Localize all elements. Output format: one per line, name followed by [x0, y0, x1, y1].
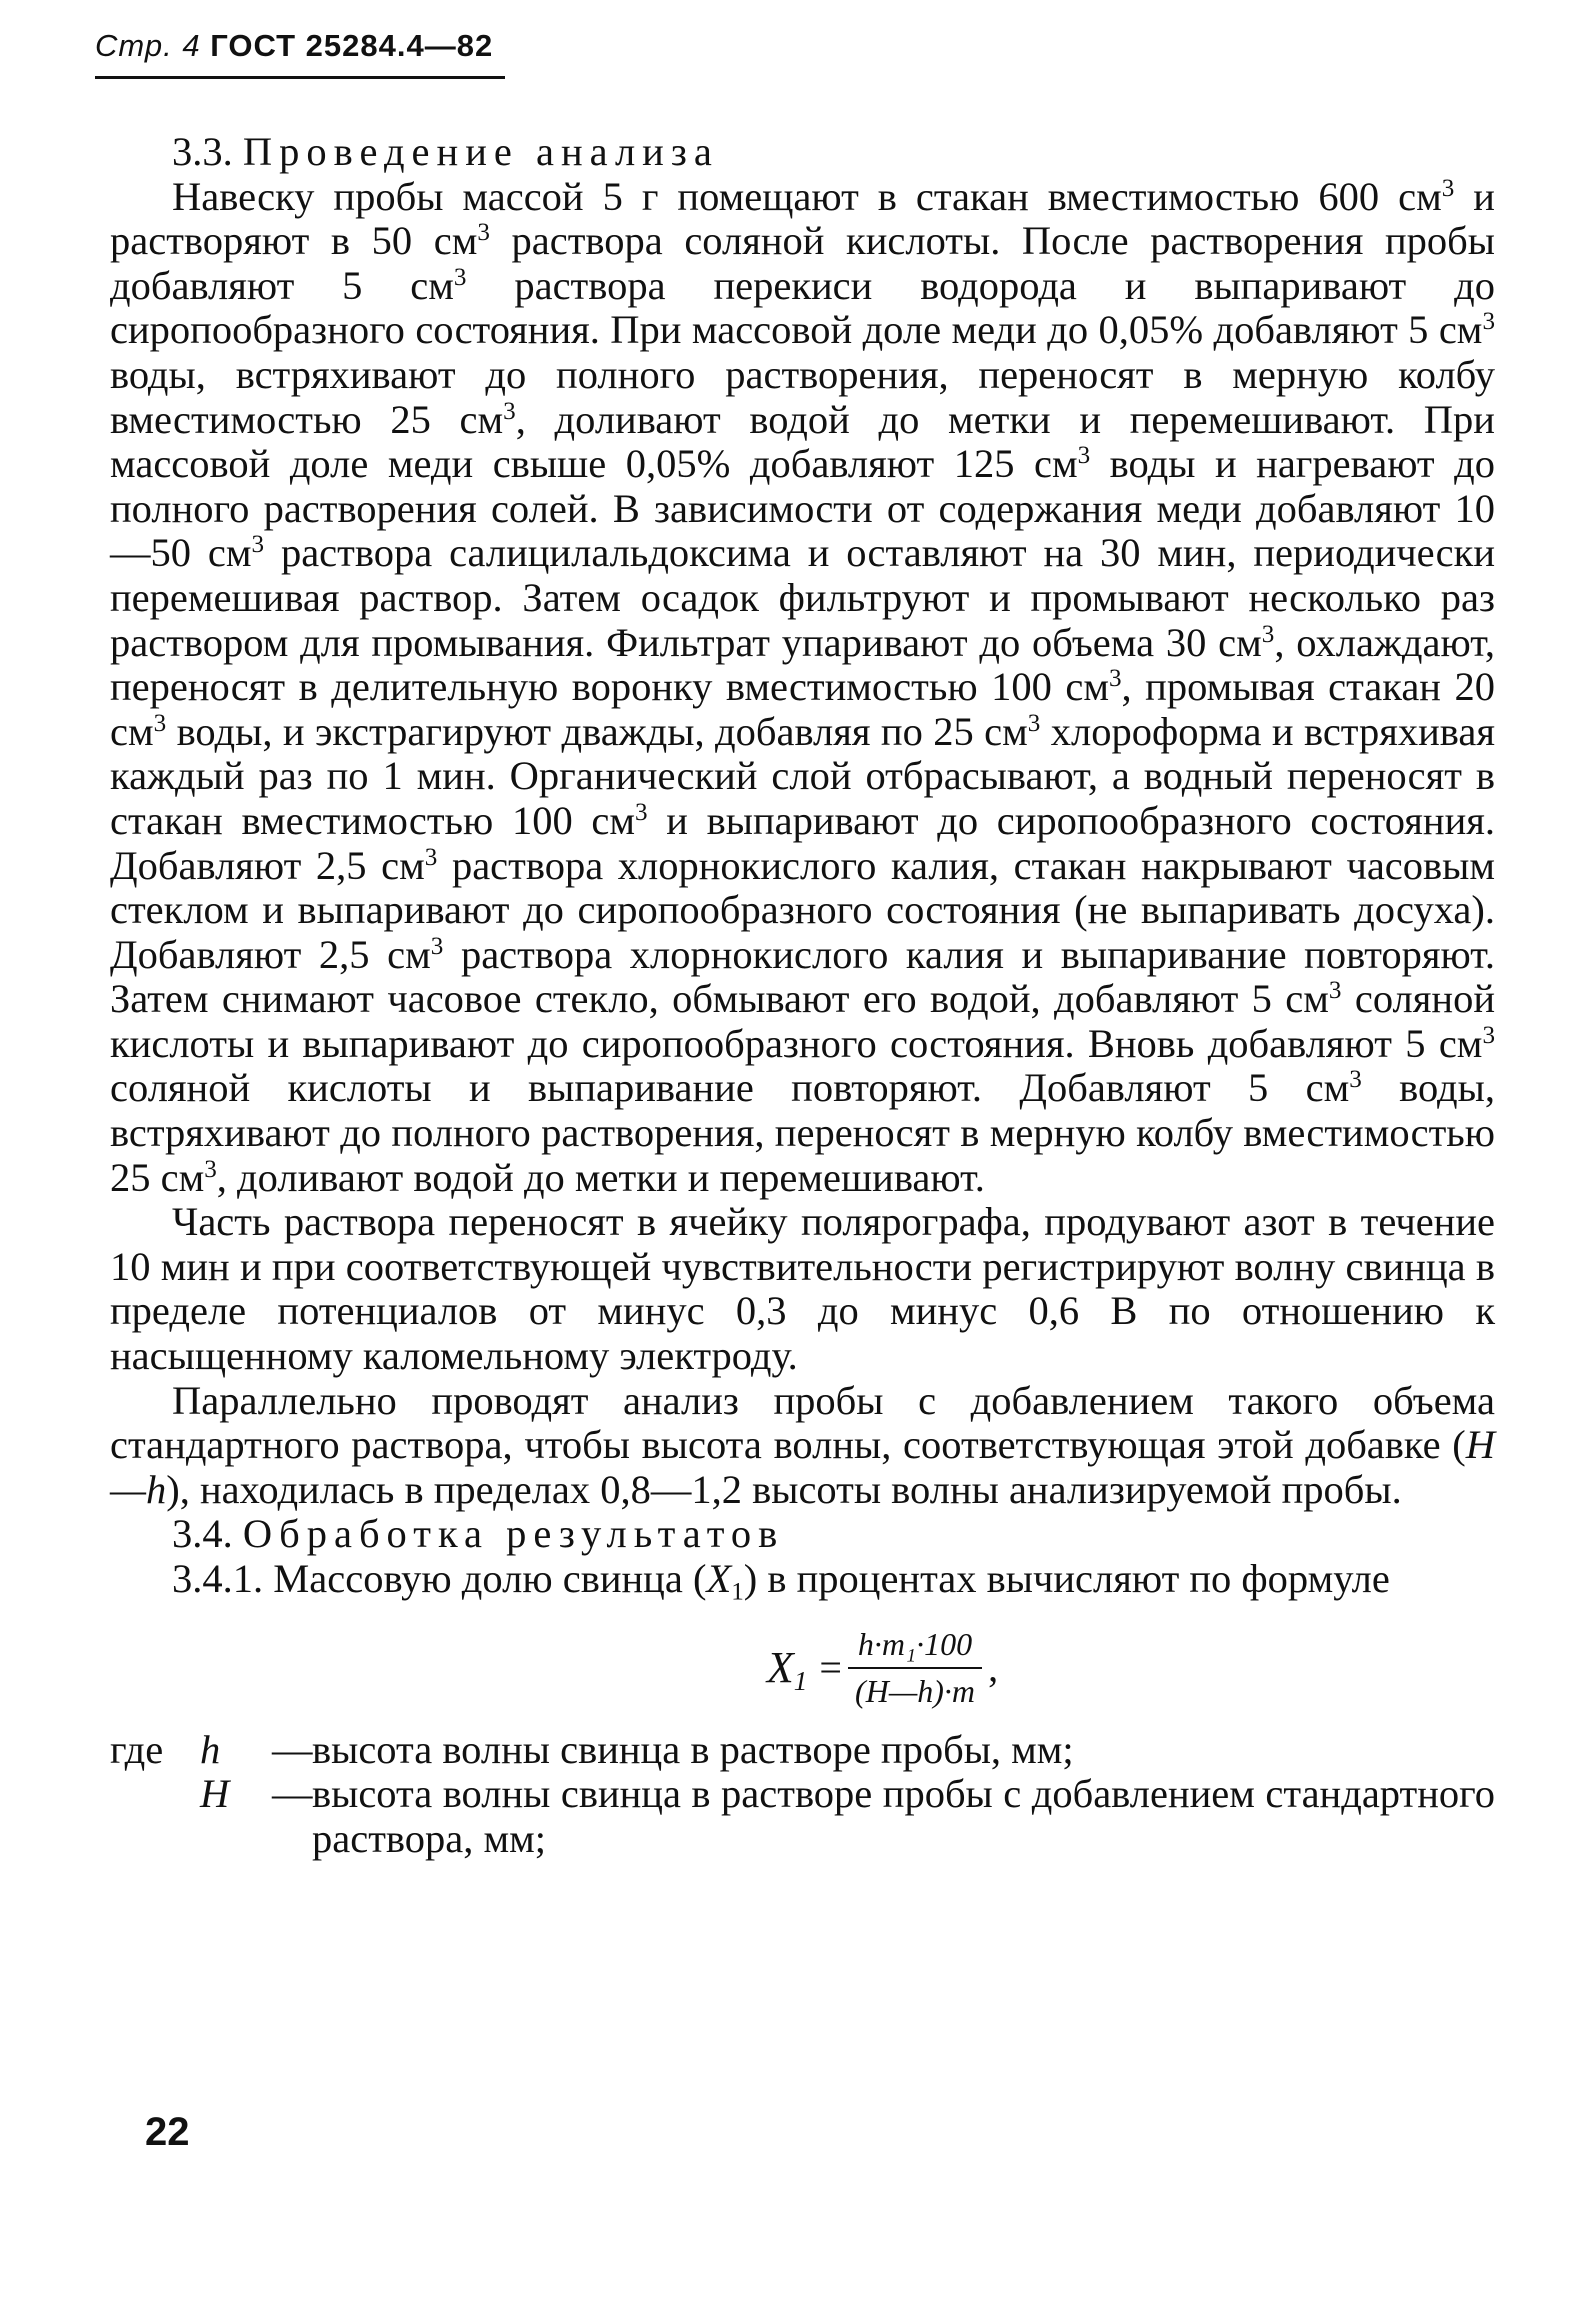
text-run: воды, и экстрагируют дважды, добавляя по 25 см [166, 708, 1028, 754]
text-run: , доливают водой до метки и перемешивают. При массовой доле меди свыше 0,05% добавляют 125 см [110, 396, 1495, 487]
superscript: 3 [1108, 665, 1122, 693]
standard-code: ГОСТ 25284.4—82 [210, 28, 494, 63]
paragraph-parallel-analysis [110, 1379, 1495, 1513]
text-run: раствора хлорнокислого калия и выпаривание повторяют. Затем снимают часовое стекло, обмывают его водой, добавляют 5 см [110, 931, 1495, 1022]
text-run: ) в процентах вычисляют по формуле [743, 1556, 1390, 1601]
paragraph-analysis-procedure [110, 175, 1495, 1201]
superscript: 3 [1441, 174, 1455, 202]
text-run: раствора соляной кислоты. После растворения пробы добавляют 5 см [110, 218, 1495, 308]
superscript: 3 [424, 843, 438, 871]
text-run: соляной кислоты и выпаривают до сиропообразного состояния. Вновь добавляют 5 см [110, 976, 1495, 1066]
text-run: и растворяют в 50 см [110, 173, 1495, 264]
section-number: 3.4. [172, 1511, 233, 1557]
formula-lhs [766, 1642, 808, 1697]
definition-row [110, 1728, 1495, 1773]
text-run: Навеску пробы массой 5 г помещают в стакан вместимостью 600 см [172, 173, 1442, 219]
superscript: 3 [503, 397, 516, 425]
text-run: ), находилась в пределах 0,8—1,2 высоты волны анализируемой пробы. [166, 1466, 1402, 1512]
formula-numerator: h·m₁·100 [848, 1626, 982, 1669]
variable-definitions [110, 1728, 1495, 1862]
page-header [95, 28, 505, 79]
definition-symbol: h [200, 1726, 221, 1772]
math-variable: X [706, 1556, 732, 1601]
superscript: 3 [251, 531, 265, 559]
definition-dash: — [272, 1771, 313, 1817]
formula-equals: = [819, 1645, 842, 1691]
section-heading-3-4 [110, 1512, 1495, 1557]
text-run: , охлаждают, переносят в делительную воронку вместимостью 100 см [110, 619, 1496, 710]
definition-lead [110, 1772, 200, 1861]
formula-subscript: 1 [793, 1666, 808, 1697]
section-title: Обработка результатов [242, 1511, 785, 1557]
superscript: 3 [1482, 1022, 1495, 1050]
superscript: 3 [635, 799, 648, 827]
text-run: соляной кислоты и выпаривание повторяют. Добавляют 5 см [110, 1065, 1350, 1111]
superscript: 3 [477, 219, 490, 247]
paragraph-3-4-1 [110, 1556, 1495, 1606]
text-run: раствора салицилальдоксима и оставляют на 30 мин, периодически перемешивая раствор. Затем осадок фильтруют и промывают несколько раз раствором для промывания. Фильтрат упаривают до объема 30 см [110, 530, 1495, 665]
text-run: воды и нагревают до полного растворения солей. В зависимости от содержания меди добавляют 10—50 см [110, 441, 1495, 576]
superscript: 3 [153, 709, 167, 737]
superscript: 3 [1077, 442, 1091, 470]
formula-variable: X [766, 1643, 794, 1693]
text-run: , доливают водой до метки и перемешивают. [216, 1154, 985, 1200]
page-label: Стр. 4 [95, 28, 201, 63]
formula-trailing-comma: , [988, 1645, 999, 1691]
definition-symbol: H [200, 1771, 230, 1817]
section-heading-3-3 [110, 130, 1495, 175]
text-run: воды, встряхивают до полного растворения, переносят в мерную колбу вместимостью 25 см [110, 1065, 1495, 1200]
formula-fraction [848, 1626, 982, 1710]
paragraph-polarograph: Часть раствора переносят в ячейку полярографа, продувают азот в течение 10 мин и при соответствующей чувствительности регистрируют волну свинца в пределе потенциалов от минус 0,3 до минус 0,6 В по отношению к насыщенному каломельному электроду. [110, 1199, 1495, 1379]
superscript: 3 [1261, 620, 1275, 648]
definition-text: высота волны свинца в растворе пробы с добавлением стандартного раствора, мм; [312, 1771, 1495, 1861]
document-body [110, 130, 1495, 1861]
text-run: раствора хлорнокислого калия, стакан накрывают часовым стеклом и выпаривают до сиропообразного состояния (не выпаривать досуха). Добавляют 2,5 см [110, 842, 1495, 977]
definition-text: высота волны свинца в растворе пробы, мм; [312, 1726, 1074, 1772]
text-run: хлороформа и встряхивая каждый раз по 1 мин. Органический слой отбрасывают, а водный переносят в стакан вместимостью 100 см [110, 708, 1495, 843]
superscript: 3 [1349, 1066, 1362, 1094]
text-run: , промывая стакан 20 см [110, 664, 1495, 754]
text-run: 3.4.1. Массовую долю свинца ( [172, 1556, 707, 1601]
section-number: 3.3. [172, 129, 233, 174]
definition-dash: — [272, 1726, 313, 1772]
text-run: раствора перекиси водорода и выпаривают до сиропообразного состояния. При массовой доле меди до 0,05% добавляют 5 см [110, 262, 1495, 353]
formula-lead-fraction [270, 1626, 1495, 1710]
text-run: воды, встряхивают до полного растворения, переносят в мерную колбу вместимостью 25 см [110, 351, 1495, 442]
definition-row [110, 1772, 1495, 1861]
formula-denominator: (H—h)·m [855, 1672, 976, 1709]
math-variable: H—h [110, 1422, 1495, 1512]
page-number: 22 [145, 2110, 190, 2154]
text-run: Параллельно проводят анализ пробы с добавлением такого объема стандартного раствора, чтобы высота волны, соответствующая этой добавке ( [110, 1377, 1495, 1468]
superscript: 3 [1328, 977, 1342, 1005]
superscript: 3 [1482, 308, 1495, 336]
superscript: 3 [430, 932, 444, 960]
subscript: 1 [731, 1578, 744, 1606]
definition-lead: где [110, 1726, 164, 1772]
superscript: 3 [204, 1155, 217, 1183]
superscript: 3 [1027, 709, 1041, 737]
superscript: 3 [453, 263, 467, 291]
text-run: и выпаривают до сиропообразного состояния. Добавляют 2,5 см [110, 797, 1495, 888]
section-title: Проведение анализа [242, 129, 719, 174]
